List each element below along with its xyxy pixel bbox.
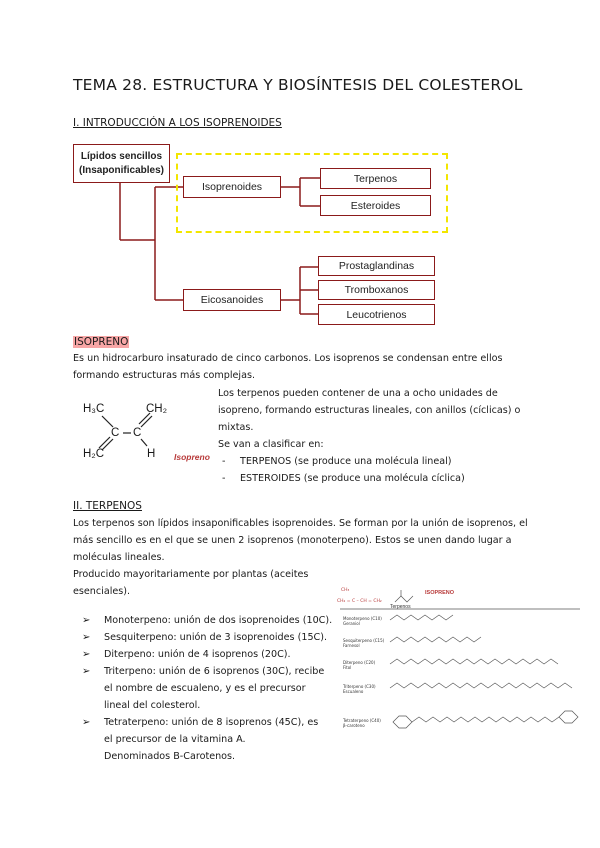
section2-heading: II. TERPENOS bbox=[73, 500, 142, 512]
isoprene-label: Isopreno bbox=[174, 452, 210, 462]
node-terpenos: Terpenos bbox=[320, 168, 431, 189]
isopreno-heading: ISOPRENO bbox=[74, 336, 129, 348]
isoprene-h: H bbox=[147, 448, 156, 460]
arrow-bullet-icon: ➢ bbox=[82, 649, 91, 660]
list-item: ➢ Tetraterpeno: unión de 8 isoprenos (45C), es el precursor de la vitamina A. Denominados B-Carotenos. bbox=[82, 714, 337, 765]
svg-text:Escualeno: Escualeno bbox=[343, 689, 364, 694]
isopreno-para-line4: Se van a clasificar en: bbox=[218, 439, 324, 450]
isopreno-para-line3: mixtas. bbox=[218, 422, 254, 433]
isopreno-paragraph bbox=[218, 385, 548, 487]
svg-text:Diterpeno (C20): Diterpeno (C20) bbox=[343, 660, 376, 665]
isoprene-h3c: H₃C bbox=[83, 403, 105, 415]
arrow-bullet-icon: ➢ bbox=[82, 666, 91, 677]
svg-text:Farnesol: Farnesol bbox=[343, 643, 360, 648]
isoprene-ch2: CH₂ bbox=[146, 403, 168, 415]
svg-text:CH₂ = C – CH = CH₂: CH₂ = C – CH = CH₂ bbox=[337, 599, 382, 604]
isopreno-intro bbox=[73, 350, 543, 384]
isoprene-c-left: C bbox=[111, 427, 120, 439]
svg-text:Fitol: Fitol bbox=[343, 665, 352, 670]
node-tromboxanos: Tromboxanos bbox=[318, 280, 435, 300]
svg-text:Triterpeno (C30): Triterpeno (C30) bbox=[343, 684, 376, 689]
svg-text:Tetraterpeno (C40): Tetraterpeno (C40) bbox=[343, 718, 381, 723]
terpenos-line1: Los terpenos son lípidos insaponificables isoprenoides. Se forman por la unión de isoprenos, el bbox=[73, 518, 528, 529]
isoprene-c-right: C bbox=[133, 427, 142, 439]
isoprene-h2c: H₂C bbox=[83, 448, 105, 460]
svg-text:β-caroteno: β-caroteno bbox=[343, 723, 365, 728]
node-eicosanoides: Eicosanoides bbox=[183, 289, 281, 311]
list-item: ➢ Monoterpeno: unión de dos isoprenoides (10C). bbox=[82, 612, 337, 629]
isopreno-intro-line1: Es un hidrocarburo insaturado de cinco carbonos. Los isoprenos se condensan entre ellos bbox=[73, 353, 503, 364]
svg-text:Monoterpeno (C10): Monoterpeno (C10) bbox=[343, 616, 382, 621]
root-label-line1: Lípidos sencillos bbox=[80, 150, 163, 162]
figure-isopreno-label: ISOPRENO bbox=[425, 590, 455, 596]
isopreno-para-line2: isopreno, formando estructuras lineales, con anillos (cíclicas) o bbox=[218, 405, 521, 416]
list-item: ➢ Diterpeno: unión de 4 isoprenos (20C). bbox=[82, 646, 337, 663]
svg-text:Geraniol: Geraniol bbox=[343, 621, 360, 626]
isopreno-para-line1: Los terpenos pueden contener de una a ocho unidades de bbox=[218, 388, 498, 399]
list-item: ➢ Sesquiterpeno: unión de 3 isoprenoides (15C). bbox=[82, 629, 337, 646]
node-esteroides: Esteroides bbox=[320, 195, 431, 216]
root-node-lipidos-sencillos bbox=[73, 144, 170, 183]
terpenes-figure-drawing bbox=[335, 582, 585, 752]
root-label-line2: (Insaponificables) bbox=[78, 164, 164, 176]
arrow-bullet-icon: ➢ bbox=[82, 615, 91, 626]
isopreno-bullet-terpenos: - TERPENOS (se produce una molécula lineal) bbox=[222, 456, 452, 467]
svg-text:CH₃: CH₃ bbox=[341, 588, 350, 593]
node-leucotrienos: Leucotrienos bbox=[318, 304, 435, 325]
arrow-bullet-icon: ➢ bbox=[82, 717, 91, 728]
arrow-bullet-icon: ➢ bbox=[82, 632, 91, 643]
node-isoprenoides: Isoprenoides bbox=[183, 176, 281, 198]
isopreno-intro-line2: formando estructuras más complejas. bbox=[73, 370, 256, 381]
figure-terpenos-label: Terpenos bbox=[390, 604, 411, 610]
terpene-types-list bbox=[82, 612, 337, 765]
terpenos-line3: moléculas lineales. bbox=[73, 552, 165, 563]
terpenos-line5: esenciales). bbox=[73, 586, 131, 597]
page-title: TEMA 28. ESTRUCTURA Y BIOSÍNTESIS DEL COLESTEROL bbox=[73, 76, 523, 94]
list-item: ➢ Triterpeno: unión de 6 isoprenos (30C), recibe el nombre de escualeno, y es el precursor lineal del colesterol. bbox=[82, 663, 337, 714]
node-prostaglandinas: Prostaglandinas bbox=[318, 256, 435, 276]
section1-heading: I. INTRODUCCIÓN A LOS ISOPRENOIDES bbox=[73, 117, 282, 129]
terpenes-figure bbox=[335, 582, 585, 752]
svg-text:Sesquiterpeno (C15): Sesquiterpeno (C15) bbox=[343, 638, 385, 643]
isopreno-bullet-esteroides: - ESTEROIDES (se produce una molécula cíclica) bbox=[222, 473, 465, 484]
terpenos-line2: más sencillo es en el que se unen 2 isoprenos (monoterpeno). Estos se unen dando lugar a bbox=[73, 535, 512, 546]
terpenos-line4: Producido mayoritariamente por plantas (aceites bbox=[73, 569, 309, 580]
